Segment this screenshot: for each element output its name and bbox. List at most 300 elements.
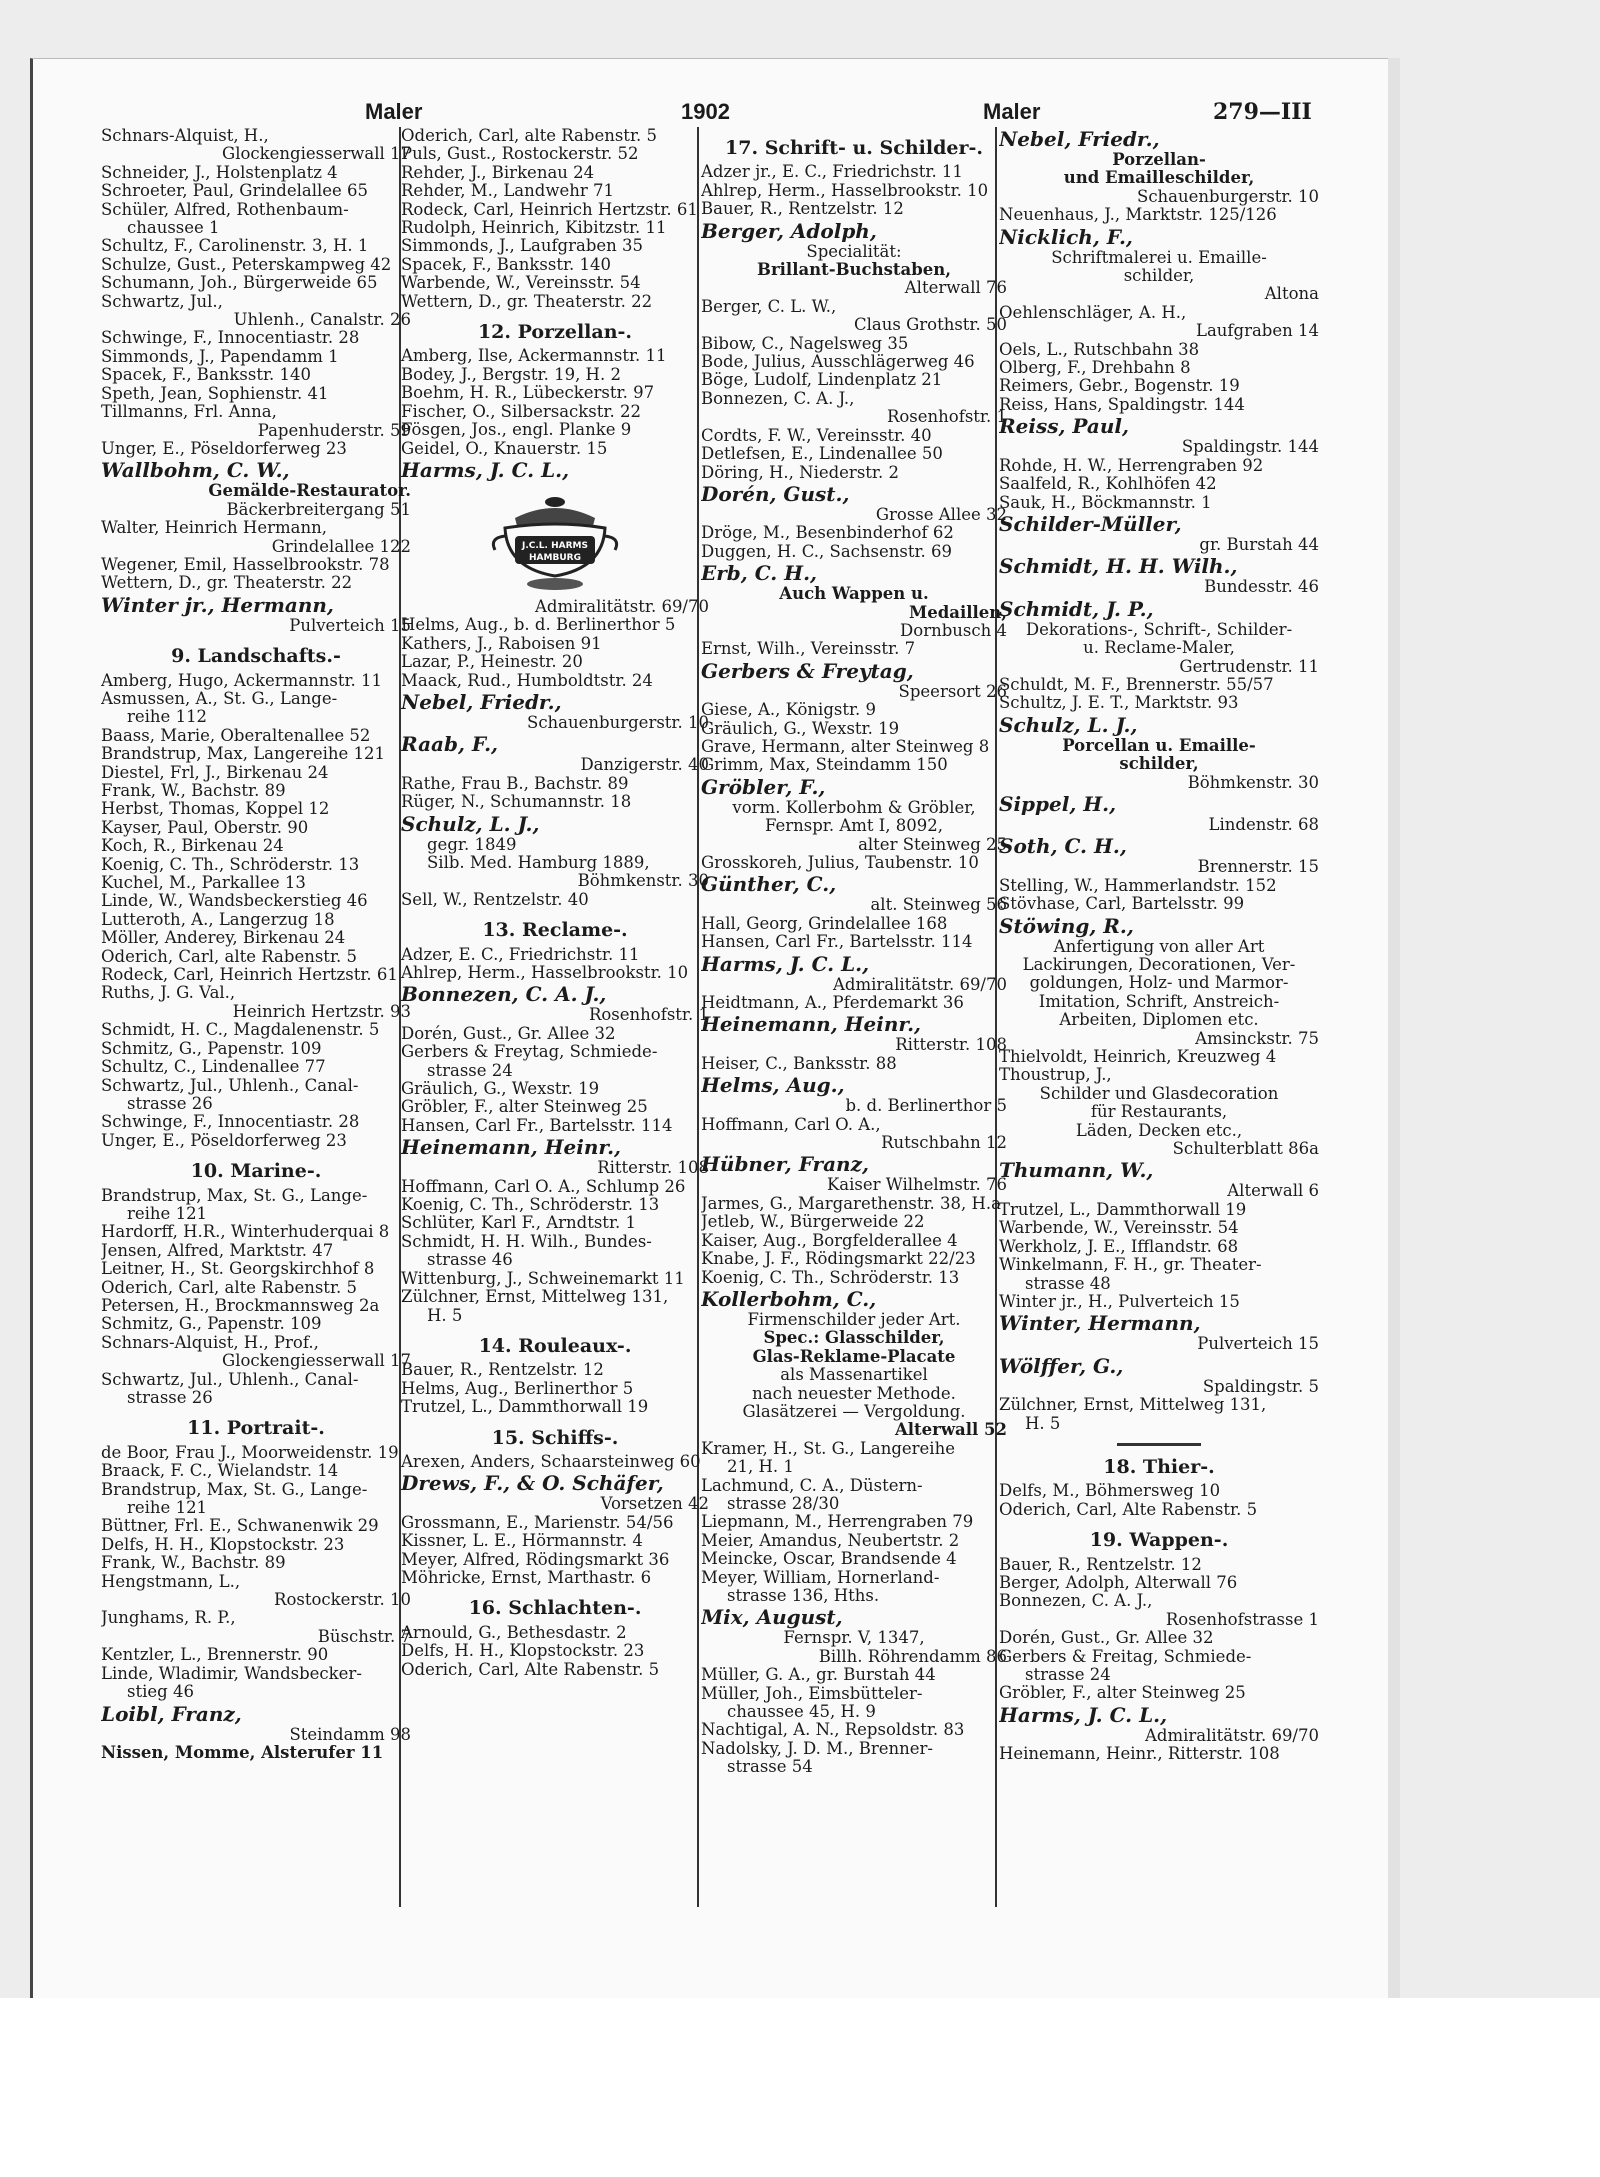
featured-entry-name: Bonnezen, C. A. J., bbox=[401, 982, 607, 1007]
entry-line: Specialität: bbox=[806, 242, 902, 261]
entry-line: Gräulich, G., Wexstr. 19 bbox=[701, 719, 900, 738]
entry-line: Gerbers & Freitag, Schmiede- bbox=[999, 1647, 1252, 1666]
entry-line: Delfs, H. H., Klopstockstr. 23 bbox=[401, 1642, 645, 1661]
entry-line: Warbende, W., Vereinsstr. 54 bbox=[999, 1219, 1239, 1238]
entry-line: Schmitz, G., Papenstr. 109 bbox=[101, 1039, 322, 1058]
entry-line: stieg 46 bbox=[127, 1683, 194, 1702]
entry-line: Amberg, Hugo, Ackermannstr. 11 bbox=[101, 671, 383, 690]
featured-entry-name: Schmidt, H. H. Wilh., bbox=[999, 554, 1238, 579]
entry-line: Spaldingstr. 5 bbox=[1202, 1377, 1319, 1396]
directory-page bbox=[30, 58, 1393, 1999]
entry-line: Reiss, Hans, Spaldingstr. 144 bbox=[999, 395, 1245, 414]
entry-line: Oderich, Carl, Alte Rabenstr. 5 bbox=[999, 1500, 1258, 1519]
entry-line: Bauer, R., Rentzelstr. 12 bbox=[701, 200, 904, 219]
entry-line: Glockengiesserwall 17 bbox=[222, 145, 411, 164]
entry-line: Grosskoreh, Julius, Taubenstr. 10 bbox=[701, 854, 979, 872]
entry-line: Amsinckstr. 75 bbox=[1195, 1029, 1319, 1048]
entry-line: Fösgen, Jos., engl. Planke 9 bbox=[401, 421, 632, 440]
entry-line: Admiralitätstr. 69/70 bbox=[833, 975, 1007, 994]
column-3 bbox=[701, 127, 1007, 1777]
entry-line: Döring, H., Niederstr. 2 bbox=[701, 463, 899, 482]
scan-margin bbox=[0, 1998, 1600, 2177]
entry-line: gegr. 1849 bbox=[427, 835, 517, 854]
entry-line: Spaldingstr. 144 bbox=[1181, 438, 1319, 457]
entry-line: Müller, Joh., Eimsbütteler- bbox=[701, 1684, 923, 1703]
entry-line: Rathe, Frau B., Bachstr. 89 bbox=[401, 774, 629, 793]
entry-line: Linde, W., Wandsbeckerstieg 46 bbox=[101, 892, 368, 911]
entry-line: Adzer, E. C., Friedrichstr. 11 bbox=[401, 945, 640, 964]
entry-line: Speersort 26 bbox=[898, 682, 1007, 701]
entry-line: Braack, F. C., Wielandstr. 14 bbox=[101, 1462, 339, 1481]
entry-line: Hansen, Carl Fr., Bartelsstr. 114 bbox=[701, 933, 973, 952]
entry-line: Pulverteich 15 bbox=[289, 616, 411, 635]
entry-line: strasse 54 bbox=[727, 1758, 813, 1777]
entry-line: Rostockerstr. 10 bbox=[274, 1591, 411, 1610]
entry-line: Berger, C. L. W., bbox=[701, 297, 837, 316]
entry-line: Schultz, F., Carolinenstr. 3, H. 1 bbox=[101, 237, 369, 256]
featured-entry-name: Winter jr., Hermann, bbox=[101, 592, 334, 617]
entry-line: Grosse Allee 32 bbox=[875, 505, 1007, 524]
entry-line: Möller, Anderey, Birkenau 24 bbox=[101, 929, 346, 948]
entry-line: Frank, W., Bachstr. 89 bbox=[101, 782, 286, 800]
section-heading: 19. Wappen-. bbox=[1089, 1529, 1229, 1552]
entry-line: Winkelmann, F. H., gr. Theater- bbox=[999, 1256, 1262, 1275]
entry-line: Zülchner, Ernst, Mittelweg 131, bbox=[999, 1396, 1267, 1415]
entry-line: Bauer, R., Rentzelstr. 12 bbox=[401, 1361, 604, 1380]
entry-line: Amberg, Ilse, Ackermannstr. 11 bbox=[401, 347, 667, 366]
entry-line: Rüger, N., Schumannstr. 18 bbox=[401, 793, 632, 812]
featured-entry-name: Nebel, Friedr., bbox=[999, 127, 1160, 151]
entry-line: Bode, Julius, Ausschlägerweg 46 bbox=[701, 353, 975, 372]
entry-line: Oderich, Carl, alte Rabenstr. 5 bbox=[401, 127, 657, 145]
featured-entry-name: Erb, C. H., bbox=[701, 561, 818, 586]
entry-line: Firmenschilder jeder Art. bbox=[747, 1310, 961, 1329]
entry-line: Bauer, R., Rentzelstr. 12 bbox=[999, 1555, 1202, 1574]
entry-line: chaussee 1 bbox=[127, 219, 220, 238]
entry-line: Dornbusch 4 bbox=[900, 621, 1007, 640]
entry-line: Sell, W., Rentzelstr. 40 bbox=[401, 890, 589, 909]
entry-line: Schuldt, M. F., Brennerstr. 55/57 bbox=[999, 675, 1274, 694]
entry-line: Olberg, F., Drehbahn 8 bbox=[999, 359, 1191, 378]
featured-entry-name: Gerbers & Freytag, bbox=[701, 658, 914, 683]
entry-line: Jensen, Alfred, Marktstr. 47 bbox=[101, 1241, 334, 1260]
entry-line: Oels, L., Rutschbahn 38 bbox=[999, 340, 1200, 359]
entry-line: Schmidt, H. H. Wilh., Bundes- bbox=[401, 1232, 652, 1251]
entry-line: Möhricke, Ernst, Marthastr. 6 bbox=[401, 1568, 652, 1587]
entry-line: alt. Steinweg 56 bbox=[870, 896, 1007, 915]
entry-line: Alterwall 6 bbox=[1227, 1182, 1319, 1201]
featured-entry-name: Heinemann, Heinr., bbox=[701, 1012, 921, 1037]
entry-line: Duggen, H. C., Sachsenstr. 69 bbox=[701, 542, 953, 561]
featured-entry-name: Schulz, L. J., bbox=[999, 712, 1138, 737]
entry-line: Koenig, C. Th., Schröderstr. 13 bbox=[401, 1196, 660, 1215]
entry-line: Nachtigal, A. N., Repsoldstr. 83 bbox=[701, 1721, 965, 1740]
entry-line: Schnars-Alquist, H., Prof., bbox=[101, 1333, 319, 1352]
section-heading: 9. Landschafts.- bbox=[171, 645, 341, 668]
entry-line: Detlefsen, E., Lindenallee 50 bbox=[701, 445, 943, 464]
entry-line: Gröbler, F., alter Steinweg 25 bbox=[999, 1684, 1246, 1703]
entry-line: Knabe, J. F., Rödingsmarkt 22/23 bbox=[701, 1250, 976, 1269]
entry-line: reihe 121 bbox=[127, 1204, 208, 1223]
entry-line: Trutzel, L., Dammthorwall 19 bbox=[999, 1200, 1247, 1219]
section-heading: 18. Thier-. bbox=[1103, 1455, 1215, 1478]
featured-entry-name: Winter, Hermann, bbox=[999, 1311, 1201, 1336]
entry-line: Schauenburgerstr. 10 bbox=[1137, 187, 1319, 206]
entry-line: Oehlenschläger, A. H., bbox=[999, 303, 1187, 322]
entry-line: u. Reclame-Maler, bbox=[1083, 639, 1235, 658]
entry-line: Brennerstr. 15 bbox=[1197, 858, 1319, 877]
entry-line: Brandstrup, Max, St. G., Lange- bbox=[101, 1480, 368, 1499]
entry-line: Billh. Röhrendamm 86 bbox=[818, 1647, 1007, 1666]
entry-line: Grimm, Max, Steindamm 150 bbox=[701, 756, 948, 775]
entry-line: Läden, Decken etc., bbox=[1075, 1121, 1243, 1140]
entry-line: Dekorations-, Schrift-, Schilder- bbox=[1025, 620, 1293, 639]
entry-line: Rutschbahn 12 bbox=[881, 1134, 1007, 1153]
entry-line: Grave, Hermann, alter Steinweg 8 bbox=[701, 737, 990, 756]
entry-line: Berger, Adolph, Alterwall 76 bbox=[999, 1573, 1238, 1592]
featured-entry-name: Nebel, Friedr., bbox=[401, 689, 562, 714]
entry-line: Liepmann, M., Herrengraben 79 bbox=[701, 1513, 974, 1532]
entry-line: Kentzler, L., Brennerstr. 90 bbox=[101, 1646, 329, 1665]
entry-line: H. 5 bbox=[1025, 1414, 1061, 1433]
section-heading: 12. Porzellan-. bbox=[477, 321, 633, 344]
section-heading: 16. Schlachten-. bbox=[468, 1597, 642, 1620]
entry-line: Werkholz, J. E., Ifflandstr. 68 bbox=[999, 1237, 1239, 1256]
entry-line: chaussee 45, H. 9 bbox=[727, 1703, 876, 1722]
entry-line: Bäckerbreitergang 51 bbox=[226, 500, 411, 519]
section-heading: 15. Schiffs-. bbox=[491, 1426, 619, 1449]
section-heading: 10. Marine-. bbox=[190, 1160, 322, 1183]
entry-line: Uhlenh., Canalstr. 26 bbox=[233, 311, 411, 330]
entry-line: Ritterstr. 108 bbox=[597, 1159, 709, 1178]
entry-line: Schwartz, Jul., bbox=[101, 292, 223, 311]
entry-line: Unger, E., Pöseldorferweg 23 bbox=[101, 439, 347, 458]
entry-line: Kayser, Paul, Oberstr. 90 bbox=[101, 818, 309, 837]
entry-line: Glasätzerei — Vergoldung. bbox=[742, 1402, 966, 1421]
entry-line: Arbeiten, Diplomen etc. bbox=[1059, 1011, 1259, 1030]
entry-line: Winter jr., H., Pulverteich 15 bbox=[999, 1292, 1240, 1311]
entry-line: Herbst, Thomas, Koppel 12 bbox=[101, 800, 330, 819]
featured-entry-name: Dorén, Gust., bbox=[701, 481, 850, 506]
featured-entry-name: Schilder-Müller, bbox=[999, 511, 1182, 536]
entry-line: Kaiser, Aug., Borgfelderallee 4 bbox=[701, 1231, 958, 1250]
entry-line: Rehder, J., Birkenau 24 bbox=[401, 163, 595, 182]
entry-line: Heinemann, Heinr., Ritterstr. 108 bbox=[999, 1745, 1280, 1764]
entry-line: Jetleb, W., Bürgerweide 22 bbox=[701, 1213, 925, 1232]
entry-line: Jarmes, G., Margarethenstr. 38, H.a bbox=[701, 1194, 1001, 1213]
entry-line: Hardorff, H.R., Winterhuderquai 8 bbox=[101, 1223, 390, 1242]
entry-line: Giese, A., Königstr. 9 bbox=[701, 701, 877, 720]
entry-line: Unger, E., Pöseldorferweg 23 bbox=[101, 1131, 347, 1150]
entry-line: Saalfeld, R., Kohlhöfen 42 bbox=[999, 475, 1217, 494]
entry-line: Bodey, J., Bergstr. 19, H. 2 bbox=[401, 365, 621, 384]
entry-line: Oderich, Carl, Alte Rabenstr. 5 bbox=[401, 1660, 660, 1679]
entry-line: Simmonds, J., Laufgraben 35 bbox=[401, 237, 644, 256]
entry-line: gr. Burstah 44 bbox=[1199, 535, 1319, 554]
entry-line: Schmitz, G., Papenstr. 109 bbox=[101, 1315, 322, 1334]
featured-entry-name: Harms, J. C. L., bbox=[401, 457, 570, 482]
entry-line: Büschstr. 7 bbox=[317, 1627, 411, 1646]
entry-line: Meyer, William, Hornerland- bbox=[701, 1568, 940, 1587]
entry-line: Lackirungen, Decorationen, Ver- bbox=[1022, 956, 1296, 974]
entry-line: Schauenburgerstr. 10 bbox=[527, 713, 709, 732]
entry-line: Wettern, D., gr. Theaterstr. 22 bbox=[101, 574, 353, 593]
entry-line: schilder, bbox=[1123, 267, 1195, 286]
entry-line: Kuchel, M., Parkallee 13 bbox=[101, 874, 306, 893]
entry-line: Fernspr. V, 1347, bbox=[783, 1629, 925, 1648]
entry-line: Sauk, H., Böckmannstr. 1 bbox=[999, 493, 1212, 512]
entry-line: Alterwall 52 bbox=[894, 1421, 1007, 1440]
entry-line: Junghams, R. P., bbox=[101, 1609, 236, 1628]
entry-line: Trutzel, L., Dammthorwall 19 bbox=[401, 1398, 649, 1417]
entry-line: Alterwall 76 bbox=[904, 279, 1007, 298]
featured-entry-name: Nicklich, F., bbox=[999, 224, 1133, 249]
entry-line: Adzer jr., E. C., Friedrichstr. 11 bbox=[701, 163, 963, 182]
entry-line: strasse 26 bbox=[127, 1094, 213, 1113]
featured-entry-name: Helms, Aug., bbox=[701, 1073, 845, 1098]
entry-line: Laufgraben 14 bbox=[1195, 322, 1319, 341]
tureen-logo bbox=[485, 488, 625, 598]
entry-line: Nissen, Momme, Alsterufer 11 bbox=[101, 1743, 384, 1762]
entry-line: Neuenhaus, J., Marktstr. 125/126 bbox=[999, 206, 1277, 225]
entry-line: alter Steinweg 25 bbox=[858, 835, 1007, 854]
entry-line: Admiralitätstr. 69/70 bbox=[1145, 1726, 1319, 1745]
entry-line: Wegener, Emil, Hasselbrookstr. 78 bbox=[101, 555, 390, 574]
entry-line: Schwinge, F., Innocentiastr. 28 bbox=[101, 329, 360, 348]
entry-line: Schulze, Gust., Peterskampweg 42 bbox=[101, 255, 392, 274]
entry-line: Kissner, L. E., Hörmannstr. 4 bbox=[401, 1532, 643, 1551]
entry-line: Büttner, Frl. E., Schwanenwik 29 bbox=[101, 1517, 379, 1536]
entry-line: Diestel, Frl, J., Birkenau 24 bbox=[101, 763, 329, 782]
section-rule bbox=[1117, 1443, 1201, 1446]
entry-line: Schüler, Alfred, Rothenbaum- bbox=[101, 200, 349, 219]
featured-entry-name: Wallbohm, C. W., bbox=[101, 458, 290, 483]
entry-line: Ahlrep, Herm., Hasselbrookstr. 10 bbox=[701, 181, 989, 200]
entry-line: strasse 24 bbox=[427, 1061, 513, 1080]
entry-line: Porzellan- bbox=[1112, 151, 1206, 169]
entry-line: strasse 136, Hths. bbox=[727, 1587, 880, 1605]
page-number: 279—III bbox=[1213, 99, 1312, 125]
column-1 bbox=[101, 127, 411, 1762]
entry-line: Hansen, Carl Fr., Bartelsstr. 114 bbox=[401, 1116, 673, 1135]
entry-line: Bonnezen, C. A. J., bbox=[999, 1592, 1153, 1611]
entry-line: Glas-Reklame-Placate bbox=[752, 1347, 956, 1366]
entry-line: Puls, Gust., Rostockerstr. 52 bbox=[401, 145, 639, 164]
entry-line: goldungen, Holz- und Marmor- bbox=[1029, 974, 1289, 993]
entry-line: Schwartz, Jul., Uhlenh., Canal- bbox=[101, 1076, 359, 1095]
entry-line: Petersen, H., Brockmannsweg 2a bbox=[101, 1296, 380, 1315]
entry-line: Oderich, Carl, alte Rabenstr. 5 bbox=[101, 1278, 357, 1297]
entry-line: Gemälde-Restaurator. bbox=[208, 482, 411, 501]
entry-line: Frank, W., Bachstr. 89 bbox=[101, 1554, 286, 1573]
entry-line: Claus Grothstr. 50 bbox=[854, 316, 1007, 335]
entry-line: Maack, Rud., Humboldtstr. 24 bbox=[401, 671, 653, 690]
featured-entry-name: Raab, F., bbox=[401, 732, 499, 757]
entry-line: Lazar, P., Heinestr. 20 bbox=[401, 653, 583, 672]
featured-entry-name: Thumann, W., bbox=[999, 1158, 1154, 1183]
entry-line: Schneider, J., Holstenplatz 4 bbox=[101, 163, 338, 182]
entry-line: Simmonds, J., Papendamm 1 bbox=[101, 347, 339, 366]
section-heading: 11. Portrait-. bbox=[187, 1417, 325, 1440]
entry-line: Medaillen, bbox=[908, 603, 1007, 622]
entry-line: Silb. Med. Hamburg 1889, bbox=[427, 853, 650, 872]
entry-line: Schumann, Joh., Bürgerweide 65 bbox=[101, 274, 378, 293]
entry-line: Danzigerstr. 40 bbox=[580, 756, 709, 775]
entry-line: Anfertigung von aller Art bbox=[1053, 937, 1265, 956]
entry-line: Böhmkenstr. 30 bbox=[1187, 773, 1319, 792]
entry-line: Schultz, J. E. T., Marktstr. 93 bbox=[999, 694, 1239, 713]
entry-line: Rosenhofstrasse 1 bbox=[1165, 1610, 1319, 1629]
entry-line: Papenhuderstr. 59 bbox=[257, 421, 411, 440]
entry-line: Porcellan u. Emaille- bbox=[1062, 736, 1256, 755]
entry-line: Gröbler, F., alter Steinweg 25 bbox=[401, 1098, 648, 1117]
entry-line: Heiser, C., Banksstr. 88 bbox=[701, 1054, 897, 1073]
entry-line: Ruths, J. G. Val., bbox=[101, 984, 236, 1003]
entry-line: Brillant-Buchstaben, bbox=[757, 261, 951, 280]
entry-line: Lachmund, C. A., Düstern- bbox=[701, 1476, 923, 1495]
entry-line: Spec.: Glasschilder, bbox=[763, 1329, 945, 1348]
entry-line: Schulterblatt 86a bbox=[1172, 1140, 1319, 1159]
entry-line: Ahlrep, Herm., Hasselbrookstr. 10 bbox=[401, 964, 689, 982]
entry-line: Vorsetzen 42 bbox=[600, 1495, 709, 1514]
entry-line: Heidtmann, A., Pferdemarkt 36 bbox=[701, 994, 964, 1013]
entry-line: Gerbers & Freytag, Schmiede- bbox=[401, 1043, 658, 1062]
entry-line: Meincke, Oscar, Brandsende 4 bbox=[701, 1550, 957, 1569]
entry-line: für Restaurants, bbox=[1090, 1103, 1228, 1122]
entry-line: Heinrich Hertzstr. 93 bbox=[232, 1002, 411, 1021]
entry-line: Meier, Amandus, Neubertstr. 2 bbox=[701, 1531, 960, 1550]
featured-entry-name: Stöwing, R., bbox=[999, 913, 1134, 938]
entry-line: Wittenburg, J., Schweinemarkt 11 bbox=[401, 1269, 685, 1288]
entry-line: Dröge, M., Besenbinderhof 62 bbox=[701, 524, 954, 543]
entry-line: Altona bbox=[1264, 285, 1319, 304]
entry-line: und Emailleschilder, bbox=[1063, 169, 1255, 188]
entry-line: Hengstmann, L., bbox=[101, 1572, 241, 1591]
entry-line: nach neuester Methode. bbox=[752, 1384, 956, 1403]
entry-line: b. d. Berlinerthor 5 bbox=[845, 1097, 1007, 1116]
entry-line: Pulverteich 15 bbox=[1197, 1335, 1319, 1354]
entry-line: strasse 26 bbox=[127, 1389, 213, 1407]
section-heading: 13. Reclame-. bbox=[482, 919, 628, 942]
featured-entry-name: Hübner, Franz, bbox=[701, 1152, 869, 1177]
featured-entry-name: Mix, August, bbox=[701, 1605, 843, 1630]
entry-line: Schwinge, F., Innocentiastr. 28 bbox=[101, 1113, 360, 1132]
entry-line: Bonnezen, C. A. J., bbox=[701, 389, 855, 408]
featured-entry-name: Heinemann, Heinr., bbox=[401, 1135, 621, 1160]
featured-entry-name: Loibl, Franz, bbox=[101, 1701, 242, 1726]
entry-line: Schultz, C., Lindenallee 77 bbox=[101, 1058, 326, 1077]
entry-line: Oderich, Carl, alte Rabenstr. 5 bbox=[101, 947, 357, 966]
entry-line: als Massenartikel bbox=[780, 1366, 928, 1385]
entry-line: Fernspr. Amt I, 8092, bbox=[764, 817, 944, 836]
entry-line: Koch, R., Birkenau 24 bbox=[101, 837, 284, 856]
logo-text-2: HAMBURG bbox=[529, 552, 581, 563]
entry-line: Müller, G. A., gr. Burstah 44 bbox=[701, 1666, 936, 1685]
featured-entry-name: Gröbler, F., bbox=[701, 774, 826, 799]
entry-line: Schilder und Glasdecoration bbox=[1039, 1084, 1279, 1103]
entry-line: Grindelallee 122 bbox=[271, 537, 411, 556]
entry-line: Lutteroth, A., Langerzug 18 bbox=[101, 910, 335, 929]
entry-line: Hoffmann, Carl O. A., Schlump 26 bbox=[401, 1177, 686, 1196]
entry-line: Glockengiesserwall 17 bbox=[222, 1352, 411, 1371]
entry-line: Bundesstr. 46 bbox=[1204, 578, 1319, 597]
entry-line: Dorén, Gust., Gr. Allee 32 bbox=[401, 1024, 616, 1043]
entry-line: Schnars-Alquist, H., bbox=[101, 127, 269, 145]
entry-line: Koenig, C. Th., Schröderstr. 13 bbox=[701, 1268, 960, 1287]
column-4 bbox=[999, 127, 1319, 1764]
entry-line: strasse 48 bbox=[1025, 1274, 1111, 1293]
entry-line: strasse 46 bbox=[427, 1251, 513, 1270]
entry-line: Böhmkenstr. 30 bbox=[577, 872, 709, 891]
featured-entry-name: Reiss, Paul, bbox=[999, 414, 1129, 439]
featured-entry-name: Berger, Adolph, bbox=[701, 218, 877, 243]
entry-line: Admiralitätstr. 69/70 bbox=[535, 597, 709, 616]
entry-line: Wettern, D., gr. Theaterstr. 22 bbox=[401, 292, 653, 311]
entry-line: Schmidt, H. C., Magdalenenstr. 5 bbox=[101, 1021, 380, 1040]
entry-line: Linde, Wladimir, Wandsbecker- bbox=[101, 1664, 362, 1683]
entry-line: Asmussen, A., St. G., Lange- bbox=[101, 689, 338, 708]
entry-line: Hall, Georg, Grindelallee 168 bbox=[701, 914, 948, 933]
entry-line: strasse 28/30 bbox=[727, 1494, 840, 1513]
entry-line: Spacek, F., Banksstr. 140 bbox=[401, 255, 612, 274]
entry-line: Brandstrup, Max, Langereihe 121 bbox=[101, 745, 386, 764]
entry-line: Cordts, F. W., Vereinsstr. 40 bbox=[701, 426, 932, 445]
header-right-title: Maler bbox=[983, 99, 1041, 124]
entry-line: Fischer, O., Silbersackstr. 22 bbox=[401, 402, 641, 421]
entry-line: Stelling, W., Hammerlandstr. 152 bbox=[999, 876, 1277, 895]
entry-line: strasse 24 bbox=[1025, 1666, 1111, 1684]
entry-line: Speth, Jean, Sophienstr. 41 bbox=[101, 384, 329, 403]
entry-line: schilder, bbox=[1119, 755, 1199, 774]
header-left-title: Maler bbox=[365, 99, 423, 124]
entry-line: Gertrudenstr. 11 bbox=[1179, 657, 1319, 676]
entry-line: Nadolsky, J. D. M., Brenner- bbox=[701, 1739, 933, 1758]
featured-entry-name: Sippel, H., bbox=[999, 791, 1117, 816]
entry-line: 21, H. 1 bbox=[727, 1458, 794, 1477]
entry-line: Rudolph, Heinrich, Kibitzstr. 11 bbox=[401, 219, 667, 238]
entry-line: Imitation, Schrift, Anstreich- bbox=[1038, 992, 1280, 1011]
entry-line: Boehm, H. R., Lübeckerstr. 97 bbox=[401, 384, 655, 403]
entry-line: Arnould, G., Bethesdastr. 2 bbox=[401, 1623, 627, 1642]
entry-line: Arexen, Anders, Schaarsteinweg 60 bbox=[401, 1452, 701, 1471]
entry-line: Kathers, J., Raboisen 91 bbox=[401, 634, 602, 653]
entry-line: Kramer, H., St. G., Langereihe bbox=[701, 1439, 955, 1458]
entry-line: Ernst, Wilh., Vereinsstr. 7 bbox=[701, 640, 916, 659]
entry-line: Hoffmann, Carl O. A., bbox=[701, 1115, 881, 1134]
entry-line: Bibow, C., Nagelsweg 35 bbox=[701, 334, 909, 353]
entry-line: Rehder, M., Landwehr 71 bbox=[401, 182, 614, 201]
entry-line: Stövhase, Carl, Bartelsstr. 99 bbox=[999, 895, 1245, 914]
entry-line: reihe 112 bbox=[127, 708, 208, 727]
entry-line: Schriftmalerei u. Emaille- bbox=[1051, 248, 1267, 267]
entry-line: Rosenhofstr. 1 bbox=[886, 408, 1007, 427]
column-2 bbox=[401, 127, 709, 1679]
entry-line: Helms, Aug., b. d. Berlinerthor 5 bbox=[401, 616, 676, 635]
entry-line: Schlüter, Karl F., Arndtstr. 1 bbox=[401, 1214, 637, 1233]
entry-line: Ritterstr. 108 bbox=[895, 1036, 1007, 1055]
entry-line: Schroeter, Paul, Grindelallee 65 bbox=[101, 182, 369, 201]
entry-line: Walter, Heinrich Hermann, bbox=[101, 519, 327, 538]
entry-line: Reimers, Gebr., Bogenstr. 19 bbox=[999, 377, 1240, 396]
entry-line: Lindenstr. 68 bbox=[1208, 815, 1319, 834]
featured-entry-name: Harms, J. C. L., bbox=[701, 951, 870, 976]
entry-line: Böge, Ludolf, Lindenplatz 21 bbox=[701, 371, 943, 390]
featured-entry-name: Günther, C., bbox=[701, 872, 837, 897]
entry-line: Thielvoldt, Heinrich, Kreuzweg 4 bbox=[999, 1048, 1277, 1067]
entry-line: H. 5 bbox=[427, 1306, 463, 1325]
featured-entry-name: Harms, J. C. L., bbox=[999, 1702, 1168, 1727]
entry-line: reihe 121 bbox=[127, 1499, 208, 1518]
